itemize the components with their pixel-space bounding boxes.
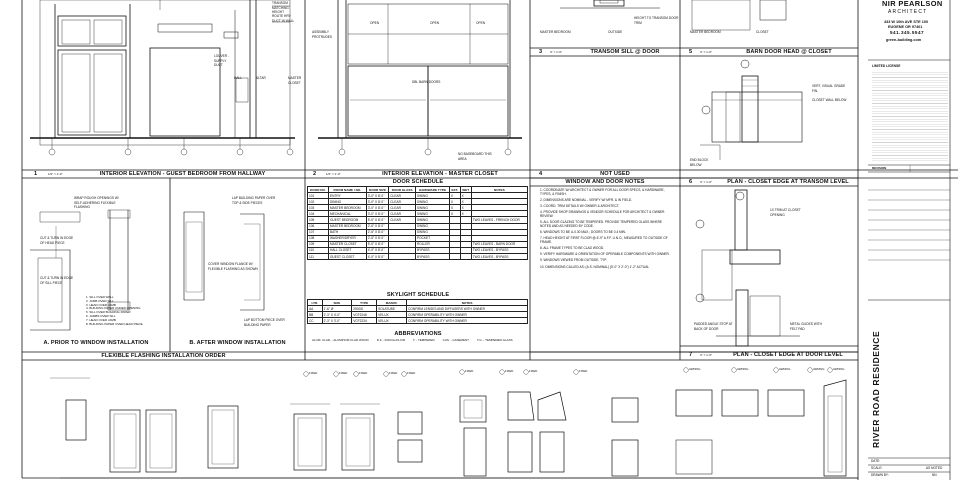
- table-cell: 3'-0" X 8'-0": [366, 193, 389, 199]
- flash-label-lap-bottom: LAP BOTTOM PIECE OVER BUILDING PAPER: [244, 318, 285, 327]
- table-cell: 106: [308, 223, 329, 229]
- abbreviations-list: [312, 339, 526, 343]
- detail-label-trim: 1X TRIM AT CLOSET OPENING: [770, 208, 801, 217]
- table-cell: VELUX: [377, 318, 407, 324]
- table-cell: X: [449, 211, 460, 217]
- label-closet: CLOSET: [756, 30, 769, 34]
- detail-label-vert-fin: VERT. VISUAL GRADE FIN.: [812, 84, 846, 93]
- table-cell: 2'-6" X 8'-0": [366, 229, 389, 235]
- table-cell: DINING: [328, 199, 366, 205]
- table-cell: SWING: [416, 205, 450, 211]
- table-cell: X: [460, 205, 471, 211]
- col-header: DOOR GLASS: [389, 187, 416, 193]
- abbreviation: T. - TEMPERED: [413, 338, 435, 342]
- table-cell: TWO LEAVES - BYPASS: [471, 254, 527, 260]
- table-cell: 3'-0" X 8'-0": [366, 211, 389, 217]
- table-cell: 108: [308, 235, 329, 241]
- detail-label-end-block: END BLOCK BELOW: [690, 158, 709, 167]
- col-header: TYPE: [352, 300, 377, 306]
- door-schedule-row: [308, 254, 528, 260]
- firm-website[interactable]: green-building.com: [886, 38, 922, 42]
- table-cell: X: [449, 199, 460, 205]
- col-header: NOTES: [407, 300, 528, 306]
- date-label: DATE:: [871, 459, 881, 463]
- note-item: 9. VERIFY HARDWARE & ORIENTATION OF OPERABLE COMPONENTS WITH OWNER.: [540, 252, 670, 257]
- table-cell: BYPASS: [416, 254, 450, 260]
- table-cell: 4'-0" X 8'-0": [366, 247, 389, 253]
- table-cell: 4'-0" X 8'-0": [366, 254, 389, 260]
- table-cell: GUEST BEDROOM: [328, 217, 366, 223]
- abbreviation: T.G. - TEMPERED GLASS: [477, 338, 513, 342]
- table-cell: SOLATUBE: [377, 306, 407, 312]
- window-type-tag: AWNING: [737, 367, 749, 371]
- detail-label-glides: METAL GLIDES WITH FELT PAD: [790, 322, 822, 331]
- table-cell: X: [460, 199, 471, 205]
- table-cell: 2'-3" X 4'-0": [322, 312, 352, 318]
- table-cell: 5'-0" X 8'-0": [366, 241, 389, 247]
- window-type-tag: AWNING: [833, 367, 845, 371]
- table-cell: [389, 254, 416, 260]
- detail-label-angle-stop: PADDED ANGLE STOP AT BACK OF DOOR: [694, 322, 733, 331]
- panel-1-scale: 1/2" = 1'-0": [48, 172, 63, 176]
- panel-1-title: INTERIOR ELEVATION - GUEST BEDROOM FROM HALLWAY: [99, 171, 266, 177]
- table-cell: AA: [308, 306, 323, 312]
- panel-2-title: INTERIOR ELEVATION - MASTER CLOSET: [382, 171, 498, 177]
- table-cell: X: [460, 193, 471, 199]
- table-cell: VCF2246: [352, 312, 377, 318]
- table-cell: SWING: [416, 193, 450, 199]
- label-hrv-duct: ROUTE HRV DUCT IN WALL: [272, 14, 295, 23]
- note-item: 9. WINDOWS VIEWED FROM OUTSIDE, TYP.: [540, 258, 607, 263]
- window-type-tag: AWNING: [779, 367, 791, 371]
- skylight-schedule-title: SKYLIGHT SCHEDULE: [386, 292, 450, 298]
- table-cell: TWO LEAVES - FRENCH DOOR: [471, 217, 527, 223]
- label-master-bedroom-5: MASTER BEDROOM: [690, 30, 721, 34]
- panel-5-title: BARN DOOR HEAD @ CLOSET: [746, 49, 832, 55]
- firm-subtitle: ARCHITECT: [888, 9, 928, 15]
- table-cell: CLEAR: [389, 205, 416, 211]
- table-cell: BYPASS: [416, 247, 450, 253]
- table-cell: 3'-0" X 8'-0": [366, 199, 389, 205]
- panel-7-number: 7: [689, 352, 693, 358]
- abbreviation: CAS. - CASEMENT: [442, 338, 469, 342]
- skylight-schedule-table: [307, 299, 528, 324]
- table-cell: [449, 254, 460, 260]
- table-cell: GUEST CLOSET: [328, 254, 366, 260]
- table-cell: X: [460, 211, 471, 217]
- flashing-title: FLEXIBLE FLASHING INSTALLATION ORDER: [101, 353, 226, 359]
- table-cell: 102: [308, 199, 329, 205]
- label-assembly: ASSEMBLY PROTRUDES: [312, 30, 333, 39]
- scale-value: AS NOTED: [926, 466, 943, 470]
- table-cell: CLEAR: [389, 217, 416, 223]
- window-type-tag: FIXED: [579, 369, 588, 373]
- table-cell: X: [449, 205, 460, 211]
- panel-6-title: PLAN - CLOSET EDGE AT TRANSOM LEVEL: [727, 179, 849, 185]
- col-header: SIZE: [322, 300, 352, 306]
- table-cell: HALL CLOSET: [328, 247, 366, 253]
- firm-address-1: 433 W 10th AVE STE 100: [884, 20, 929, 24]
- flash-step: 8. BUILDING PAPER OVER HEAD PIECE: [86, 321, 143, 326]
- table-cell: SWING: [416, 211, 450, 217]
- note-item: 6. WINDOWS TO BE U-0.30 MAX.; DOORS TO BE 0.4 MIN.: [540, 230, 626, 235]
- table-cell: ROLLER: [416, 241, 450, 247]
- panel-6-number: 6: [689, 179, 693, 185]
- note-item: 10. DIMENSIONS CALLED AS: (A.S. NOMINAL) (5'-0" X 2'-0") 1'-2" ACTUAL: [540, 264, 650, 269]
- flash-step: 6. JAMBS OVER SILL: [86, 313, 116, 318]
- label-height-transom: HEIGHT TO TRANSOM DOOR TRIM: [634, 16, 679, 25]
- table-cell: MASTER BEDROOM: [328, 223, 366, 229]
- table-cell: TWO LEAVES - BARN DOOR: [471, 241, 527, 247]
- col-header: DOOR NO.: [308, 187, 329, 193]
- table-cell: X: [449, 193, 460, 199]
- table-cell: SWING: [416, 223, 450, 229]
- project-name: RIVER ROAD RESIDENCE: [871, 330, 881, 448]
- col-header: ROOM NAME / NO.: [328, 187, 366, 193]
- panel-6-scale: 3" = 1'-0": [700, 180, 713, 184]
- window-type-tag: AWNING: [689, 367, 701, 371]
- window-type-tag: FIXED: [339, 371, 348, 375]
- panel-3-scale: 3" = 1'-0": [550, 50, 563, 54]
- abbreviations-title: ABBREVIATIONS: [394, 331, 442, 337]
- window-type-tag: FIXED: [465, 369, 474, 373]
- table-cell: TWO LEAVES - BYPASS: [471, 247, 527, 253]
- note-item: 4. PROVIDE SHOP DRAWINGS & VENDOR SCHEDULE FOR ARCHITECT & OWNER REVIEW.: [540, 210, 665, 219]
- table-cell: CLEAR: [389, 199, 416, 205]
- window-notes-list: [540, 189, 674, 272]
- table-cell: POCKET: [416, 235, 450, 241]
- window-type-tag: AWNING: [813, 367, 825, 371]
- panel-7-scale: 3" = 1'-0": [700, 353, 713, 357]
- detail-label-closet-wall: CLOSET WALL BELOW: [812, 98, 847, 102]
- window-type-tag: FIXED: [505, 369, 514, 373]
- col-header: MANUF.: [377, 300, 407, 306]
- window-type-tag: FIXED: [309, 371, 318, 375]
- table-cell: MECHANICAL: [328, 211, 366, 217]
- label-open-2: OPEN: [430, 21, 440, 25]
- table-cell: CONFIRM LENSES AND DIFFUSERS WITH OWNER: [407, 306, 528, 312]
- panel-1-number: 1: [34, 171, 38, 177]
- label-open-3: OPEN: [476, 21, 486, 25]
- door-schedule-title: DOOR SCHEDULE: [392, 179, 444, 185]
- label-hall: HALL: [234, 76, 242, 80]
- table-cell: 290DS: [352, 306, 377, 312]
- table-cell: 2'-6" X 8'-0": [366, 235, 389, 241]
- flash-steps: [86, 296, 143, 326]
- flash-label-sill: CUT & TURN IN EDGE OF SILL PIECE: [40, 276, 74, 285]
- col-header: LTR.: [308, 300, 323, 306]
- table-cell: 107: [308, 229, 329, 235]
- col-header: HARDWARE TYPE: [416, 187, 450, 193]
- label-barn-doors: DBL BARN DOORS: [412, 80, 441, 84]
- note-item: 3. COORD. TRIM DETAILS W/ OWNER & ARCHITECT.: [540, 204, 620, 209]
- table-cell: 101: [308, 193, 329, 199]
- table-cell: 103: [308, 205, 329, 211]
- panel-7-title: PLAN - CLOSET EDGE AT DOOR LEVEL: [733, 352, 843, 358]
- table-cell: MASTER CLOSET: [328, 241, 366, 247]
- note-item: 2. DIMENSIONS ARE NOMINAL - VERIFY W/ MFR. & IN FIELD.: [540, 198, 632, 202]
- table-cell: 1'-6" Ø: [322, 306, 352, 312]
- table-cell: CLEAR: [389, 211, 416, 217]
- flash-step: 2. JAMB OVER SILL: [86, 298, 114, 303]
- firm-phone: 541.345.5547: [890, 30, 925, 35]
- note-item: 7. HEAD HEIGHT AT FIRST FLOOR @ 6'-9" A.F.F. U.N.O., MEASURED TO OUTSIDE OF FRAME.: [540, 236, 668, 245]
- label-altar: ALTAR: [256, 76, 266, 80]
- firm-name: NIR PEARLSON: [882, 0, 943, 8]
- abbreviation: D.F. - DOUGLAS FIR: [376, 338, 406, 342]
- window-type-tag: FIXED: [407, 371, 416, 375]
- flashing-a-title: A. PRIOR TO WINDOW INSTALLATION: [43, 340, 149, 346]
- note-item: 1. COORDINATE W/ ARCHITECT & OWNER FOR ALL DOOR SPECS, & HARDWARE, TYPES, & FINISH.: [540, 188, 665, 196]
- label-louver: LOUVER - SUPPLY DUCT: [214, 54, 230, 68]
- label-outside: OUTSIDE: [608, 30, 623, 34]
- table-cell: 104: [308, 211, 329, 217]
- col-header: WET: [460, 187, 471, 193]
- panel-3-title: TRANSOM SILL @ DOOR: [590, 49, 660, 55]
- window-type-tag: FIXED: [359, 371, 368, 375]
- note-item: 8. ALL FRAME TYPES TO BE CLAD WOOD.: [540, 246, 605, 251]
- window-notes-title: WINDOW AND DOOR NOTES: [565, 179, 645, 185]
- license-title: LIMITED LICENSE: [872, 64, 901, 68]
- table-cell: 3'-0" X 8'-0": [366, 205, 389, 211]
- label-master-bedroom-3: MASTER BEDROOM: [540, 30, 571, 34]
- table-cell: 111: [308, 254, 329, 260]
- label-no-baseboard: NO BASEBOARD THIS AREA: [458, 152, 492, 161]
- col-header: EXT.: [449, 187, 460, 193]
- table-cell: SWING: [416, 217, 450, 223]
- scale-label: SCALE:: [871, 466, 883, 470]
- panel-2-scale: 1/2" = 1'-0": [326, 172, 341, 176]
- window-type-tag: FIXED: [529, 369, 538, 373]
- table-cell: 109: [308, 241, 329, 247]
- table-cell: CC: [308, 318, 323, 324]
- license-fine-print: [872, 70, 948, 162]
- table-cell: BB: [308, 312, 323, 318]
- panel-3-number: 3: [539, 49, 543, 55]
- flash-label-cover: COVER WINDOW FLANGE W/ FLEXIBLE FLASHING AS SHOWN: [208, 262, 258, 271]
- table-cell: ENTRY: [328, 193, 366, 199]
- abbreviation: ALUM. CLAD. - ALUMINUM CLAD WOOD: [312, 338, 369, 342]
- window-type-tag: FIXED: [389, 371, 398, 375]
- drawn-by-value: NN: [932, 473, 937, 477]
- flash-step: 4. BUILDING PAPER UNDER OPENING: [86, 306, 141, 311]
- drawn-by-label: DRAWN BY:: [871, 473, 889, 477]
- panel-4-number: 4: [539, 171, 543, 177]
- panel-4-title: NOT USED: [600, 171, 630, 177]
- table-cell: CONFIRM OPERABILITY WITH OWNER: [407, 318, 528, 324]
- door-schedule-table: [307, 186, 528, 260]
- flash-label-head: CUT & TURN IN EDGE OF HEAD PIECE: [40, 236, 74, 245]
- table-cell: BATH: [328, 229, 366, 235]
- table-cell: 2'-6" X 8'-0": [366, 223, 389, 229]
- panel-2-number: 2: [313, 171, 317, 177]
- table-cell: [460, 254, 471, 260]
- skylight-schedule-row: [308, 318, 528, 324]
- flash-step: 3. HEAD OVER JAMB: [86, 302, 116, 307]
- table-cell: SWING: [416, 199, 450, 205]
- col-header: NOTES: [471, 187, 527, 193]
- table-cell: WASHER/DRYER: [328, 235, 366, 241]
- label-open-1: OPEN: [370, 21, 380, 25]
- table-cell: SWING: [416, 229, 450, 235]
- firm-address-2: EUGENE OR 97401: [888, 25, 923, 29]
- table-cell: CONFIRM OPERABILITY WITH OWNER: [407, 312, 528, 318]
- table-cell: 105: [308, 217, 329, 223]
- table-cell: 2'-3" X 3'-0": [322, 318, 352, 324]
- note-item: 5. ALL DOOR GLAZING TO BE TEMPERED. PROVIDE TEMPERED GLASS WHERE NOTED AND AS NEEDED BY CODE.: [540, 220, 663, 229]
- flash-step: 5. SILL OVER BUILDING PAPER: [86, 310, 131, 315]
- label-master-closet: MASTER CLOSET: [288, 76, 302, 85]
- revision-label: REVISION: [872, 166, 887, 170]
- table-cell: VCF2234: [352, 318, 377, 324]
- panel-5-number: 5: [689, 49, 693, 55]
- table-cell: 5'-0" X 8'-0": [366, 217, 389, 223]
- flash-label-wrap: WRAP ROUGH OPENINGS W/ SELF-ADHERING FLEXIBLE FLASHING: [74, 196, 119, 210]
- flash-step: 1. SILL OVER WALL: [86, 295, 114, 299]
- label-transom: TRANSOM - MATCHING HEIGHT: [272, 1, 290, 15]
- panel-5-scale: 3" = 1'-0": [700, 50, 713, 54]
- table-cell: VELUX: [377, 312, 407, 318]
- table-cell: MASTER BEDROOM: [328, 205, 366, 211]
- table-cell: 110: [308, 247, 329, 253]
- col-header: DOOR SIZE: [366, 187, 389, 193]
- flash-label-lap-top: LAP BUILDING PAPER OVER TOP & SIDE PIECES: [232, 196, 276, 205]
- flashing-b-title: B. AFTER WINDOW INSTALLATION: [189, 340, 286, 346]
- table-cell: CLEAR: [389, 193, 416, 199]
- flash-step: 7. HEAD OVER JAMB: [86, 317, 116, 322]
